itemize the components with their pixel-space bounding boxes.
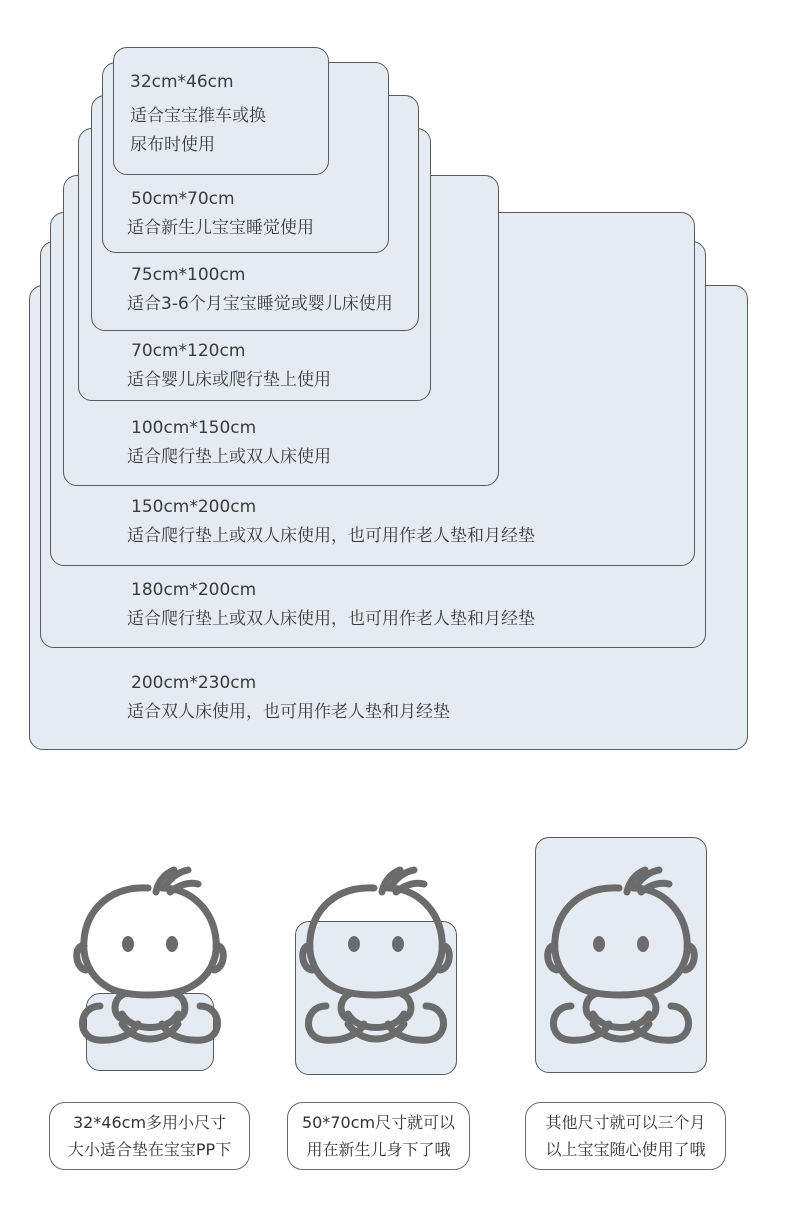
size-dim: 75cm*100cm	[131, 265, 246, 285]
size-label-75x100	[127, 264, 393, 315]
size-label-200x230	[127, 672, 450, 723]
size-use: 适合爬行垫上或双人床使用，也可用作老人垫和月经垫	[127, 609, 535, 629]
size-dim: 32cm*46cm	[130, 72, 234, 92]
size-label-70x120	[127, 340, 331, 391]
baby-icon	[70, 848, 230, 1048]
size-dim: 70cm*120cm	[131, 341, 246, 361]
size-dim: 100cm*150cm	[131, 418, 257, 438]
size-dim: 180cm*200cm	[131, 580, 257, 600]
caption-small	[49, 1102, 250, 1170]
caption-line: 以上宝宝随心使用了哦	[545, 1140, 706, 1159]
baby-icon	[541, 848, 701, 1048]
size-label-32x46	[130, 71, 266, 160]
size-use: 适合爬行垫上或双人床使用	[127, 447, 331, 467]
size-label-50x70	[127, 188, 314, 239]
size-dim: 200cm*230cm	[131, 673, 257, 693]
caption-medium	[287, 1102, 470, 1170]
caption-line: 大小适合垫在宝宝PP下	[67, 1140, 232, 1159]
size-dim: 50cm*70cm	[131, 189, 235, 209]
size-use: 适合双人床使用，也可用作老人垫和月经垫	[127, 702, 450, 722]
caption-line: 32*46cm多用小尺寸	[72, 1113, 227, 1132]
size-use: 适合3-6个月宝宝睡觉或婴儿床使用	[127, 294, 393, 314]
size-use: 适合新生儿宝宝睡觉使用	[127, 218, 314, 238]
size-use: 适合爬行垫上或双人床使用，也可用作老人垫和月经垫	[127, 526, 535, 546]
caption-large	[525, 1102, 726, 1170]
size-label-100x150	[127, 417, 331, 468]
baby-icon	[296, 848, 456, 1048]
size-dim: 150cm*200cm	[131, 497, 257, 517]
size-use: 适合宝宝推车或换	[130, 106, 266, 126]
caption-line: 用在新生儿身下了哦	[306, 1140, 451, 1159]
size-use-line2: 尿布时使用	[130, 135, 215, 155]
size-label-180x200	[127, 579, 535, 630]
caption-line: 50*70cm尺寸就可以	[301, 1113, 456, 1132]
size-use: 适合婴儿床或爬行垫上使用	[127, 370, 331, 390]
caption-line: 其他尺寸就可以三个月	[545, 1113, 706, 1132]
size-label-150x200	[127, 496, 535, 547]
